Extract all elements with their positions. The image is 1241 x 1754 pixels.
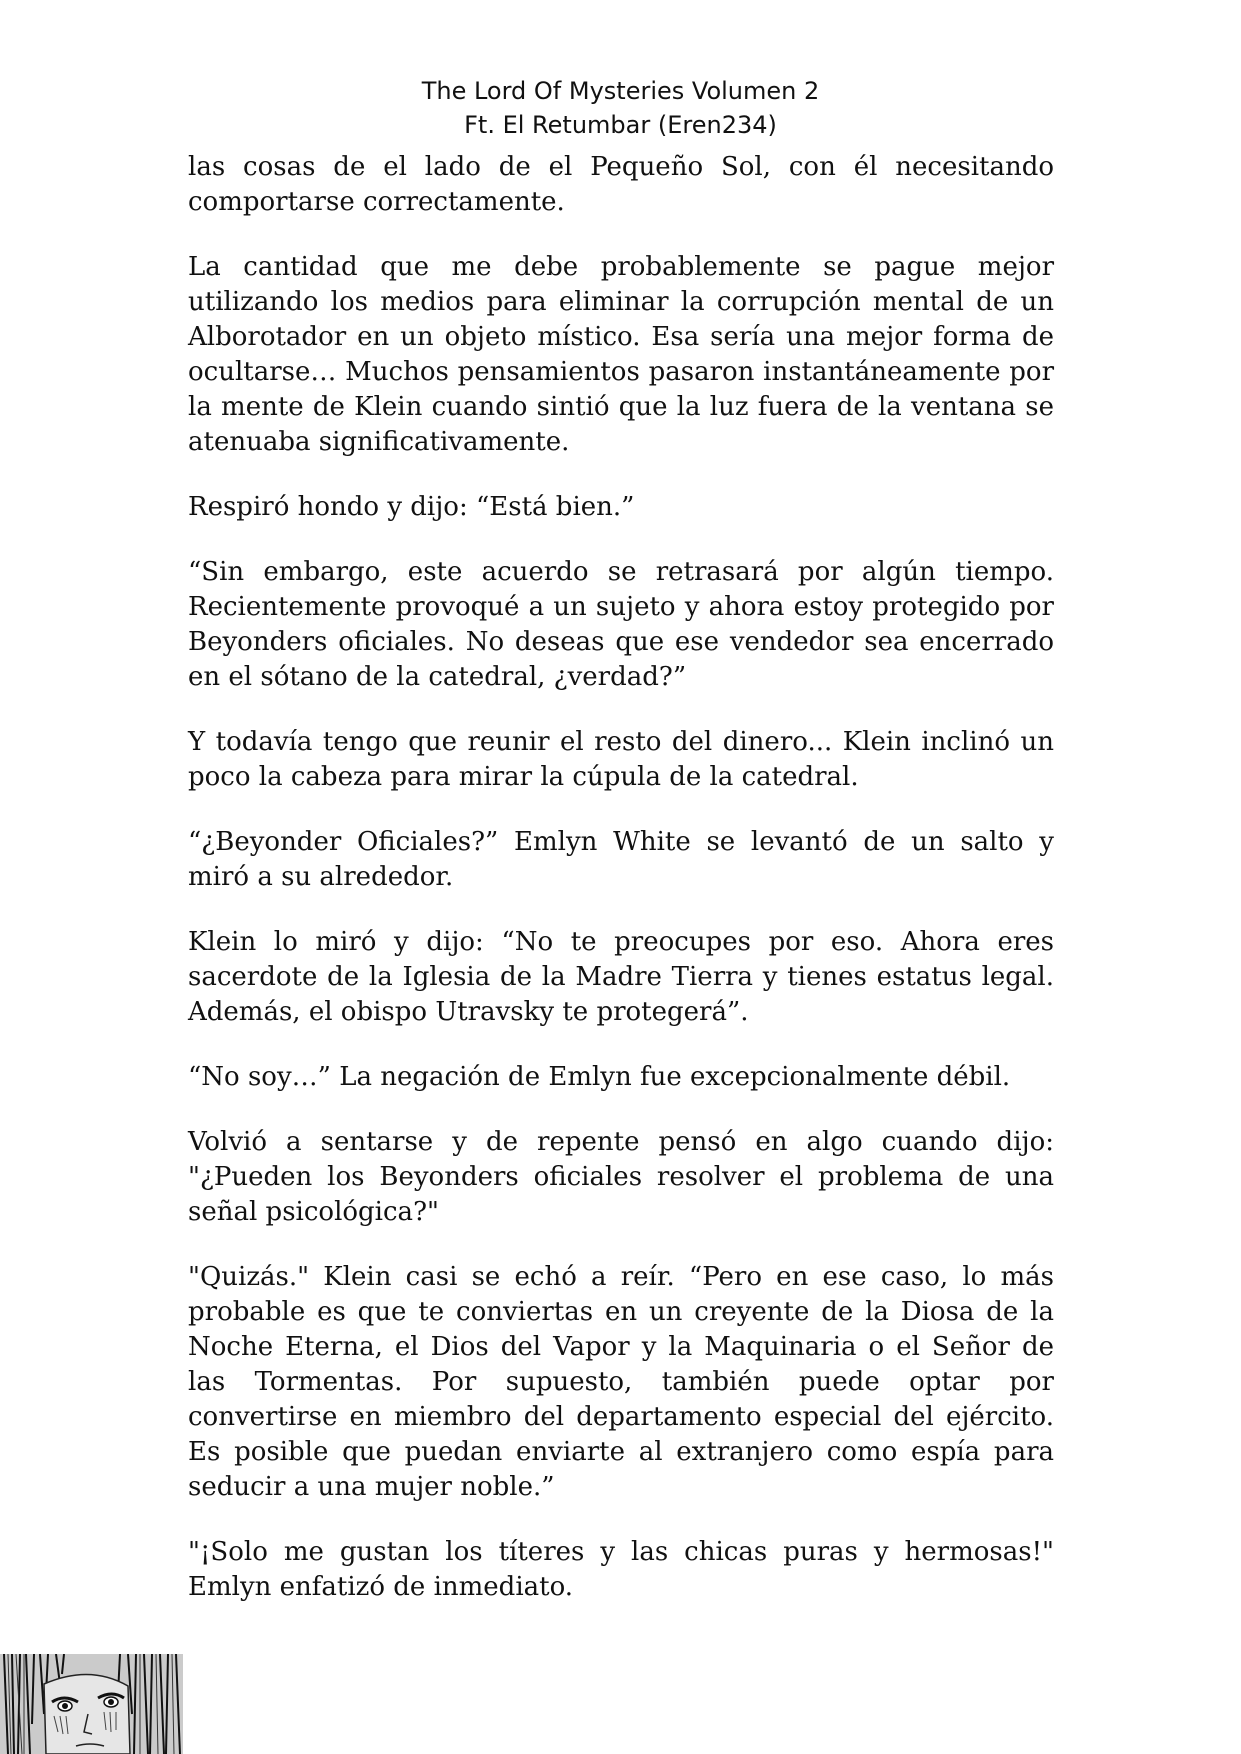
paragraph-5: Y todavía tengo que reunir el resto del dinero... Klein inclinó un poco la cabeza para mirar la cúpula de la catedral.: [188, 727, 1054, 792]
paragraph-10: "Quizás." Klein casi se echó a reír. “Pero en ese caso, lo más probable es que te conviertas en un creyente de la Diosa de la Noche Eterna, el Dios del Vapor y la Maquinaria o el Señor de las Tormentas. Por supuesto, también puede optar por convertirse en miembro del departamento especial del ejército. Es posible que puedan enviarte al extranjero como espía para seducir a una mujer noble.”: [188, 1262, 1054, 1502]
paragraph-11: "¡Solo me gustan los títeres y las chicas puras y hermosas!" Emlyn enfatizó de inmediato.: [188, 1537, 1054, 1602]
page-header: [0, 74, 1241, 142]
paragraph-4: “Sin embargo, este acuerdo se retrasará por algún tiempo. Recientemente provoqué a un sujeto y ahora estoy protegido por Beyonders oficiales. No deseas que ese vendedor sea encerrado en el sótano de la catedral, ¿verdad?”: [188, 557, 1054, 692]
header-subtitle: Ft. El Retumbar (Eren234): [464, 111, 777, 139]
paragraph-6: “¿Beyonder Oficiales?” Emlyn White se levantó de un salto y miró a su alrededor.: [188, 827, 1054, 892]
paragraph-1: las cosas de el lado de el Pequeño Sol, con él necesitando comportarse correctamente.: [188, 152, 1054, 217]
paragraph-3: Respiró hondo y dijo: “Está bien.”: [188, 492, 635, 522]
paragraph-8: “No soy…” La negación de Emlyn fue excepcionalmente débil.: [188, 1062, 1011, 1092]
manga-portrait-art-icon: [0, 1654, 183, 1754]
paragraph-7: Klein lo miró y dijo: “No te preocupes por eso. Ahora eres sacerdote de la Iglesia de la Madre Tierra y tienes estatus legal. Además, el obispo Utravsky te protegerá”.: [188, 927, 1054, 1027]
paragraph-9: Volvió a sentarse y de repente pensó en algo cuando dijo: "¿Pueden los Beyonders oficiales resolver el problema de una señal psicológica?": [188, 1127, 1054, 1227]
body-text: [188, 150, 1054, 1635]
header-title: The Lord Of Mysteries Volumen 2: [421, 77, 820, 105]
paragraph-2: La cantidad que me debe probablemente se pague mejor utilizando los medios para eliminar la corrupción mental de un Alborotador en un objeto místico. Esa sería una mejor forma de ocultarse… Muchos pensamientos pasaron instantáneamente por la mente de Klein cuando sintió que la luz fuera de la ventana se atenuaba significativamente.: [188, 252, 1054, 457]
